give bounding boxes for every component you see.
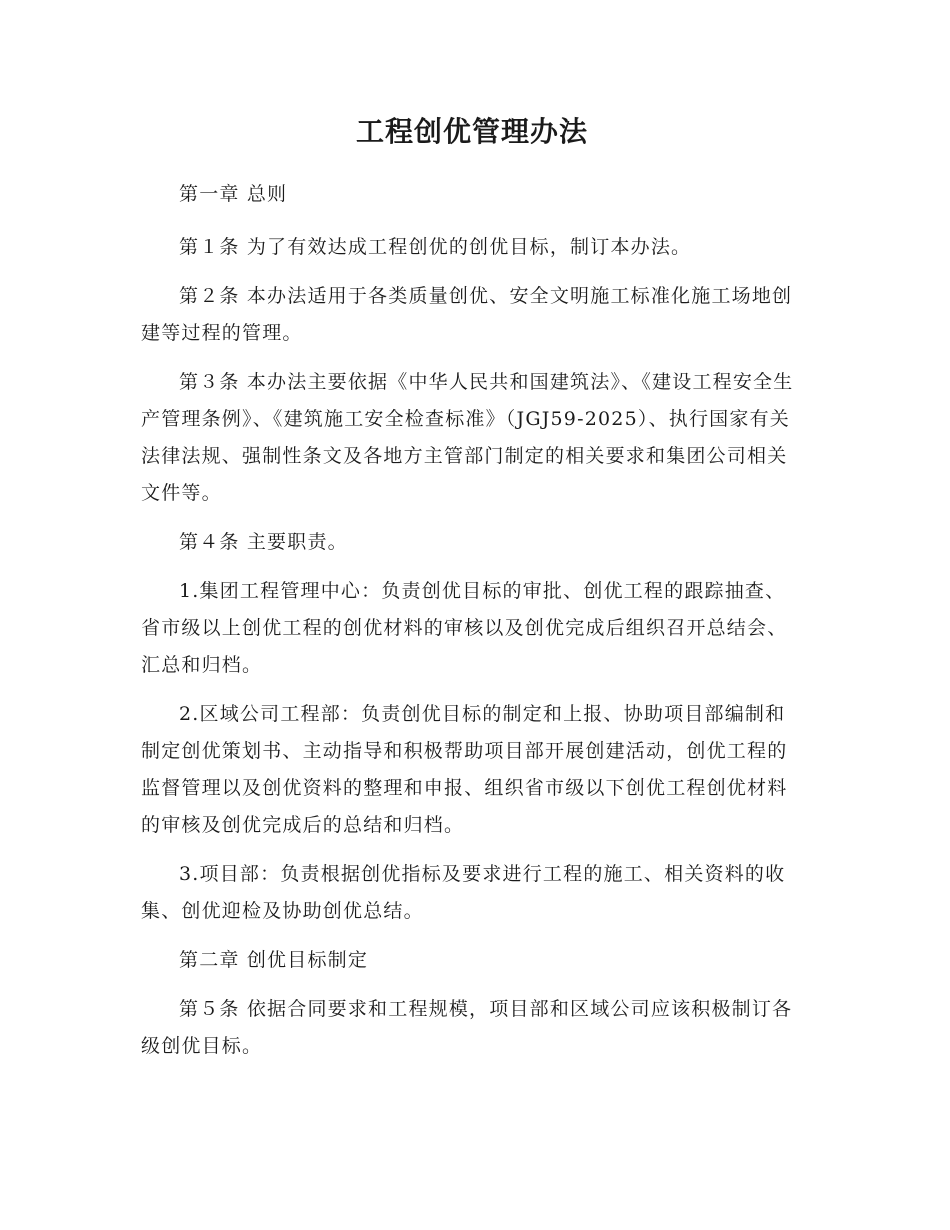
duty-item-3: 3.项目部：负责根据创优指标及要求进行工程的施工、相关资料的收集、创优迎检及协助创优总结。 [141,863,786,922]
article-4: 第４条 主要职责。 [179,531,348,553]
article-5: 第５条 依据合同要求和工程规模，项目部和区域公司应该积极制订各级创优目标。 [141,998,793,1057]
duty-item-1: 1.集团工程管理中心：负责创优目标的审批、创优工程的跟踪抽查、省市级以上创优工程的创优材料的审核以及创优完成后组织召开总结会、汇总和归档。 [141,580,788,676]
article-2: 第２条 本办法适用于各类质量创优、安全文明施工标准化施工场地创建等过程的管理。 [141,285,793,344]
chapter-2-heading: 第二章 创优目标制定 [179,949,369,971]
chapter-1-heading: 第一章 总则 [179,183,288,205]
document-title: 工程创优管理办法 [355,115,588,148]
article-1: 第１条 为了有效达成工程创优的创优目标，制订本办法。 [179,236,692,258]
article-3: 第３条 本办法主要依据《中华人民共和国建筑法》、《建设工程安全生产管理条例》、《建筑施工安全检查标准》（JGJ59-2025）、执行国家有关法律法规、强制性条文及各地方主管部门制定的相关要求和集团公司相关文件等。 [141,371,794,504]
duty-item-2: 2.区域公司工程部：负责创优目标的制定和上报、协助项目部编制和制定创优策划书、主动指导和积极帮助项目部开展创建活动，创优工程的监督管理以及创优资料的整理和申报、组织省市级以下创优工程创优材料的审核及创优完成后的总结和归档。 [141,703,788,836]
document-page [141,108,803,1077]
